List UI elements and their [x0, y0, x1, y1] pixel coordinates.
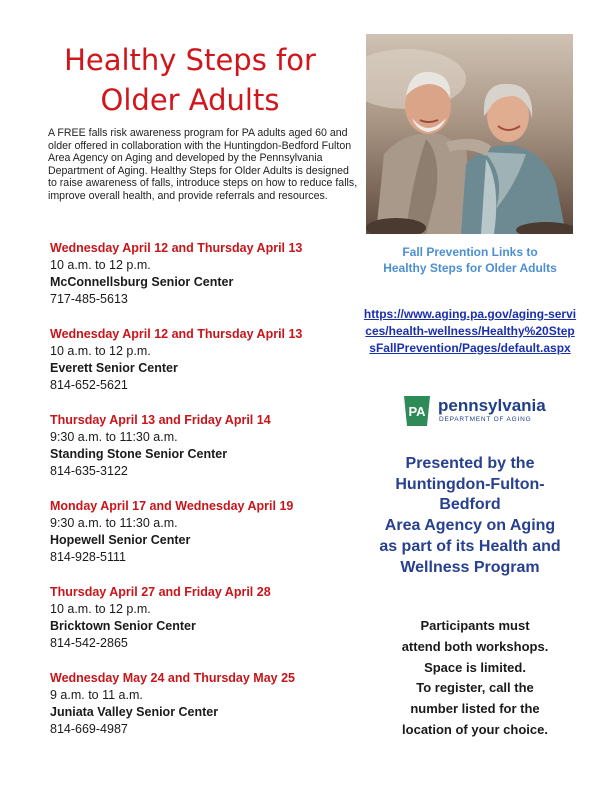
event-phone: 717-485-5613 — [50, 292, 128, 306]
event-item — [50, 670, 360, 738]
event-date: Monday April 17 and Wednesday April 19 — [50, 499, 294, 513]
links-heading — [362, 244, 578, 276]
event-phone: 814-542-2865 — [50, 636, 128, 650]
presented-line-5: as part of its Health and — [379, 537, 561, 555]
event-date: Wednesday April 12 and Thursday April 13 — [50, 241, 303, 255]
event-time: 10 a.m. to 12 p.m. — [50, 602, 151, 616]
event-phone: 814-652-5621 — [50, 378, 128, 392]
presented-line-2: Huntingdon-Fulton- — [395, 475, 545, 493]
event-phone: 814-635-3122 — [50, 464, 128, 478]
event-venue: McConnellsburg Senior Center — [50, 275, 234, 289]
participants-line-5: number listed for the — [410, 701, 540, 717]
event-date: Wednesday May 24 and Thursday May 25 — [50, 671, 296, 685]
links-heading-line-2: Healthy Steps for Older Adults — [383, 261, 557, 275]
event-item — [50, 584, 360, 652]
presented-by-block — [356, 454, 584, 578]
event-list — [50, 240, 360, 756]
event-item — [50, 498, 360, 566]
event-phone: 814-669-4987 — [50, 722, 128, 736]
event-venue: Standing Stone Senior Center — [50, 447, 228, 461]
event-time: 10 a.m. to 12 p.m. — [50, 258, 151, 272]
title-line-1: Healthy Steps for — [64, 43, 316, 77]
participants-line-1: Participants must — [420, 618, 530, 633]
title-line-2: Older Adults — [100, 83, 280, 117]
links-heading-line-1: Fall Prevention Links to — [402, 245, 538, 259]
participants-line-3: Space is limited. — [424, 659, 526, 675]
intro-paragraph: A FREE falls risk awareness program for PA adults aged 60 and older offered in collaboration with the Huntingdon-Bedford Fulton Area Agency on Aging and developed by the Pennsylvania Department of Aging. Healthy Steps for Older Adults is designed to raise awareness of falls, introduce steps on how to reduce falls, improve overall health, and provide referrals and resources. — [48, 127, 358, 202]
presented-line-4: Area Agency on Aging — [384, 517, 556, 535]
event-venue: Bricktown Senior Center — [50, 619, 196, 633]
pa-aging-logo — [400, 394, 546, 430]
presented-line-1: Presented by the — [405, 455, 535, 472]
event-venue: Hopewell Senior Center — [50, 533, 191, 547]
event-time: 9 a.m. to 11 a.m. — [50, 688, 143, 702]
event-time: 10 a.m. to 12 p.m. — [50, 344, 151, 358]
participants-line-4: To register, call the — [416, 680, 534, 696]
presented-line-3: Bedford — [439, 496, 501, 514]
event-item — [50, 326, 360, 394]
event-item — [50, 240, 360, 308]
event-venue: Everett Senior Center — [50, 361, 178, 375]
pa-logo-subtitle: DEPARTMENT OF AGING — [439, 416, 532, 423]
event-venue: Juniata Valley Senior Center — [50, 705, 219, 719]
event-time: 9:30 a.m. to 11:30 a.m. — [50, 430, 178, 444]
presented-line-6: Wellness Program — [400, 558, 540, 576]
event-date: Thursday April 27 and Friday April 28 — [50, 585, 271, 599]
participants-line-2: attend both workshops. — [401, 638, 549, 654]
page-title — [30, 40, 350, 120]
pa-mark-text: PA — [408, 404, 426, 419]
event-date: Wednesday April 12 and Thursday April 13 — [50, 327, 303, 341]
event-item — [50, 412, 360, 480]
event-date: Thursday April 13 and Friday April 14 — [50, 413, 271, 427]
participants-line-6: location of your choice. — [402, 721, 548, 737]
event-phone: 814-928-5111 — [50, 550, 126, 564]
pa-logo-wordmark: pennsylvania — [438, 396, 546, 415]
senior-couple-photo — [366, 34, 573, 234]
registration-note — [370, 616, 580, 741]
event-time: 9:30 a.m. to 11:30 a.m. — [50, 516, 178, 530]
pa-keystone-icon — [400, 394, 434, 428]
healthy-steps-link[interactable]: https://www.aging.pa.gov/aging-services/health-wellness/Healthy%20StepsFallPrevention/Pages/default.aspx — [363, 307, 577, 355]
